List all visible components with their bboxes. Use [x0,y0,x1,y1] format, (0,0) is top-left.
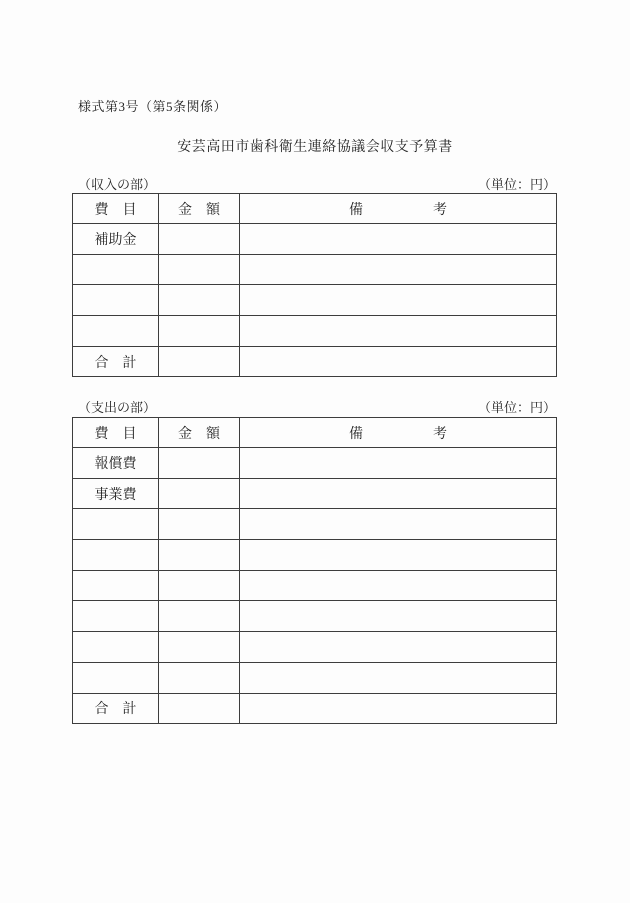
item-cell: 補助金 [73,224,159,255]
item-cell [73,509,159,540]
expenditure-header-note: 備 考 [240,418,557,448]
item-cell [73,254,159,285]
expenditure-row [73,509,557,540]
expenditure-header-row [73,418,557,448]
amount-cell [159,509,240,540]
expenditure-unit-label: （単位：円） [477,400,556,415]
income-table [72,193,557,377]
note-cell [240,285,557,316]
document-title: 安芸高田市歯科衛生連絡協議会収支予算書 [177,140,453,155]
amount-cell [159,285,240,316]
note-cell [240,632,557,663]
note-cell [240,570,557,601]
expenditure-row [73,601,557,632]
expenditure-row [73,448,557,479]
income-row [73,285,557,316]
amount-cell [159,662,240,693]
amount-cell [159,448,240,479]
note-cell [240,316,557,347]
amount-cell [159,478,240,509]
expenditure-total-row [73,693,557,724]
total-label-cell: 合 計 [73,346,159,377]
expenditure-row [73,632,557,663]
income-row [73,316,557,347]
income-section-label: （収入の部） [78,177,157,192]
expenditure-row [73,478,557,509]
income-header-amount: 金 額 [159,194,240,224]
item-cell [73,632,159,663]
note-cell [240,224,557,255]
expenditure-section-bar [72,397,556,416]
amount-cell [159,346,240,377]
item-cell: 報償費 [73,448,159,479]
item-cell [73,285,159,316]
expenditure-row [73,662,557,693]
note-cell [240,509,557,540]
income-header-item: 費 目 [73,194,159,224]
note-cell [240,601,557,632]
form-number-note: 様式第3号（第5条関係） [78,99,228,114]
note-cell [240,346,557,377]
amount-cell [159,693,240,724]
income-header-note: 備 考 [240,194,557,224]
note-cell [240,540,557,571]
note-cell [240,693,557,724]
amount-cell [159,632,240,663]
income-row [73,224,557,255]
expenditure-row [73,540,557,571]
total-label-cell: 合 計 [73,693,159,724]
note-cell [240,662,557,693]
amount-cell [159,601,240,632]
income-row [73,254,557,285]
expenditure-row [73,570,557,601]
item-cell [73,316,159,347]
income-total-row [73,346,557,377]
amount-cell [159,570,240,601]
note-cell [240,478,557,509]
expenditure-section-label: （支出の部） [78,400,157,415]
note-cell [240,254,557,285]
amount-cell [159,540,240,571]
item-cell: 事業費 [73,478,159,509]
amount-cell [159,254,240,285]
income-unit-label: （単位：円） [477,177,556,192]
expenditure-header-amount: 金 額 [159,418,240,448]
note-cell [240,448,557,479]
expenditure-table [72,417,557,724]
item-cell [73,601,159,632]
item-cell [73,570,159,601]
amount-cell [159,316,240,347]
amount-cell [159,224,240,255]
item-cell [73,662,159,693]
item-cell [73,540,159,571]
income-header-row [73,194,557,224]
income-section-bar [72,174,556,193]
expenditure-header-item: 費 目 [73,418,159,448]
